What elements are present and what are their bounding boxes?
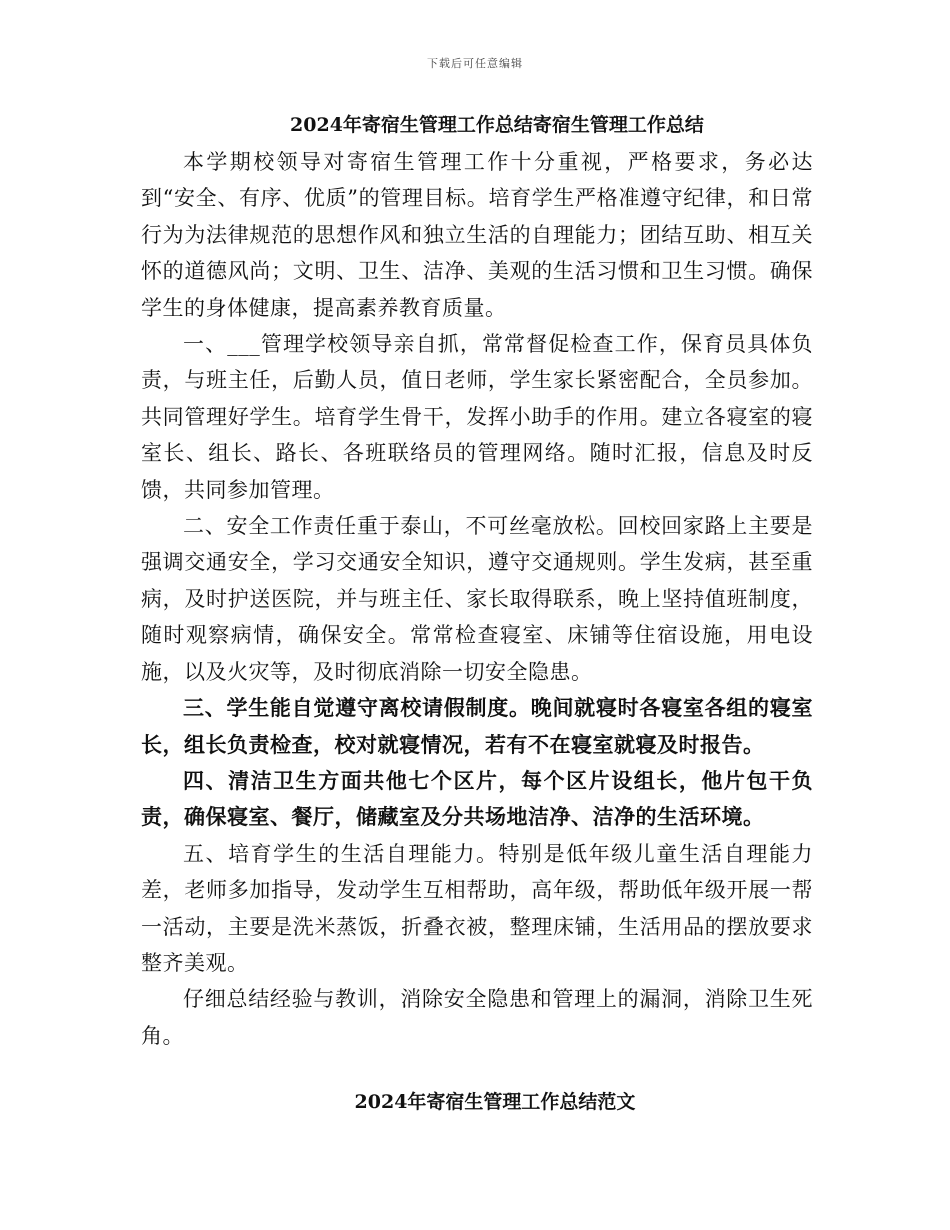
paragraph-section-2: 二、安全工作责任重于泰山，不可丝毫放松。回校回家路上主要是强调交通安全，学习交通安全知识，遵守交通规则。学生发病，甚至重病，及时护送医院，并与班主任、家长取得联系，晚上坚持值班制度，随时观察病情，确保安全。常常检查寝室、床铺等住宿设施，用电设施，以及火灾等，及时彻底消除一切安全隐患。: [141, 514, 813, 684]
paragraph-section-4: 四、清洁卫生方面共他七个区片，每个区片设组长，他片包干负责，确保寝室、餐厅，储藏室及分共场地洁净、洁净的生活环境。: [141, 767, 813, 830]
document-body: [141, 110, 813, 1054]
paragraph-section-3: 三、学生能自觉遵守离校请假制度。晚间就寝时各寝室各组的寝室长，组长负责检查，校对就寝情况，若有不在寝室就寝及时报告。: [141, 695, 813, 757]
header-note: 下载后可任意编辑: [427, 57, 523, 70]
paragraph-intro: 本学期校领导对寄宿生管理工作十分重视，严格要求，务必达到“安全、有序、优质”的管理目标。培育学生严格准遵守纪律，和日常行为为法律规范的思想作风和独立生活的自理能力；团结互助、相互关怀的道德风尚；文明、卫生、洁净、美观的生活习惯和卫生习惯。确保学生的身体健康，提高素养教育质量。: [141, 150, 813, 320]
paragraph-section-5: 五、培育学生的生活自理能力。特别是低年级儿童生活自理能力差，老师多加指导，发动学生互相帮助，高年级，帮助低年级开展一帮一活动，主要是洗米蒸饭，折叠衣被，整理床铺，生活用品的摆放要求整齐美观。: [141, 841, 813, 975]
paragraph-section-1: 一、___管理学校领导亲自抓，常常督促检查工作，保育员具体负责，与班主任，后勤人员，值日老师，学生家长紧密配合，全员参加。共同管理好学生。培育学生骨干，发挥小助手的作用。建立各寝室的寝室长、组长、路长、各班联络员的管理网络。随时汇报，信息及时反馈，共同参加管理。: [141, 332, 813, 502]
document-title: 2024年寄宿生管理工作总结寄宿生管理工作总结: [290, 114, 704, 136]
next-section-title: 2024年寄宿生管理工作总结范文: [354, 1091, 636, 1113]
paragraph-conclusion: 仔细总结经验与教训，消除安全隐患和管理上的漏洞，消除卫生死角。: [141, 987, 813, 1048]
